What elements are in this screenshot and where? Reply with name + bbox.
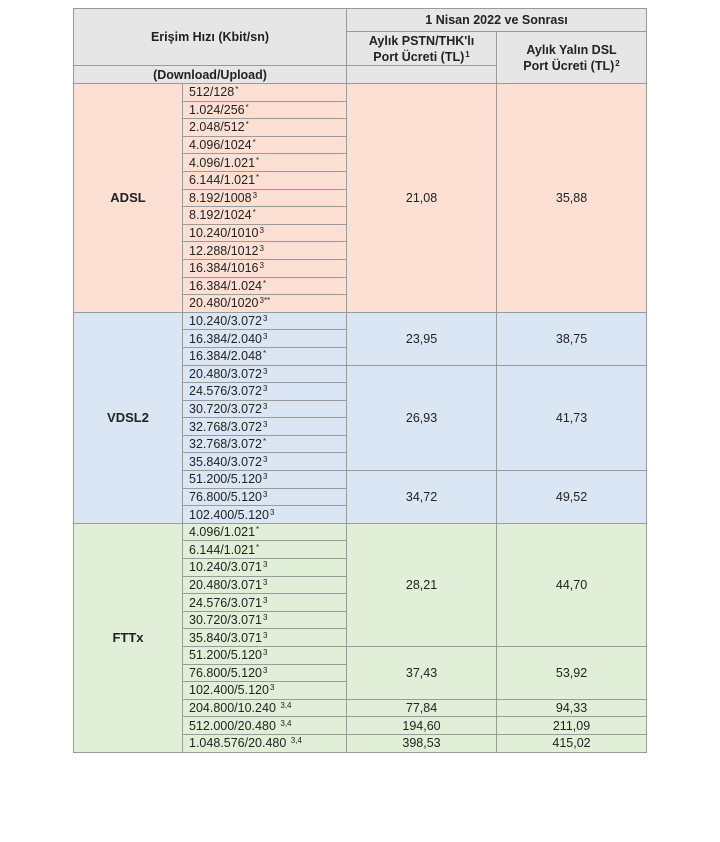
- speed-value: 35.840/3.071: [189, 630, 262, 645]
- speed-footnote: 3,4: [290, 736, 302, 746]
- table-row: [74, 523, 647, 541]
- pstn-header-line1: Aylık PSTN/THK'lı: [368, 33, 475, 48]
- speed-footnote: 3: [263, 419, 268, 429]
- pstn-price-header: [347, 32, 497, 66]
- speed-cell: [183, 594, 347, 612]
- speed-cell: [183, 435, 347, 453]
- speed-value: 51.200/5.120: [189, 472, 262, 487]
- direction-header: [74, 66, 347, 84]
- speed-cell: [183, 101, 347, 119]
- speed-footnote: 3: [263, 665, 268, 675]
- pstn-price-cell: 77,84: [347, 699, 497, 717]
- naked-dsl-price-cell: 38,75: [497, 312, 647, 365]
- speed-value: 30.720/3.071: [189, 613, 262, 628]
- speed-value: 204.800/10.240: [189, 701, 280, 716]
- speed-footnote: *: [245, 120, 249, 130]
- speed-cell: [183, 171, 347, 189]
- speed-footnote: 3: [263, 648, 268, 658]
- speed-footnote: *: [245, 102, 249, 112]
- speed-value: 30.720/3.072: [189, 401, 262, 416]
- speed-footnote: 3: [263, 331, 268, 341]
- speed-footnote: *: [235, 85, 239, 95]
- speed-cell: [183, 647, 347, 665]
- table-row: [74, 312, 647, 330]
- speed-value: 51.200/5.120: [189, 648, 262, 663]
- speed-cell: [183, 418, 347, 436]
- speed-cell: [183, 136, 347, 154]
- speed-value: 12.288/1012: [189, 243, 259, 258]
- speed-footnote: *: [256, 525, 260, 535]
- speed-footnote: 3: [263, 595, 268, 605]
- naked-dsl-price-cell: 35,88: [497, 84, 647, 313]
- pstn-price-cell: 21,08: [347, 84, 497, 313]
- speed-value: 512/128: [189, 85, 235, 100]
- speed-footnote: 3: [263, 454, 268, 464]
- speed-footnote: 3: [263, 489, 268, 499]
- category-cell: FTTx: [74, 523, 183, 752]
- speed-cell: [183, 471, 347, 489]
- speed-value: 4.096/1.021: [189, 155, 256, 170]
- speed-value: 2.048/512: [189, 120, 245, 135]
- speed-footnote: 3: [263, 630, 268, 640]
- speed-footnote: 3**: [259, 296, 271, 306]
- period-header: [347, 9, 647, 32]
- pstn-price-cell: 398,53: [347, 734, 497, 752]
- speed-value: 16.384/2.048: [189, 349, 262, 364]
- speed-cell: [183, 207, 347, 225]
- speed-value: 20.480/3.071: [189, 577, 262, 592]
- speed-cell: [183, 295, 347, 313]
- speed-cell: [183, 576, 347, 594]
- speed-value: 10.240/3.071: [189, 560, 262, 575]
- naked-dsl-price-cell: 415,02: [497, 734, 647, 752]
- speed-footnote: 3: [263, 577, 268, 587]
- speed-value: 10.240/1010: [189, 226, 259, 241]
- speed-footnote: 3: [259, 226, 264, 236]
- naked-dsl-price-header: [497, 32, 647, 84]
- speed-cell: [183, 734, 347, 752]
- speed-footnote: *: [252, 208, 256, 218]
- speed-cell: [183, 330, 347, 348]
- speed-cell: [183, 682, 347, 700]
- pstn-header-note: 1: [465, 49, 470, 59]
- speed-value: 1.024/256: [189, 102, 245, 117]
- category-cell: ADSL: [74, 84, 183, 313]
- speed-cell: [183, 400, 347, 418]
- category-cell: VDSL2: [74, 312, 183, 523]
- pstn-price-cell: 26,93: [347, 365, 497, 471]
- speed-value: 76.800/5.120: [189, 665, 262, 680]
- speed-footnote: 3: [252, 190, 258, 200]
- direction-label: (Download/Upload): [153, 67, 267, 82]
- speed-cell: [183, 559, 347, 577]
- naked-dsl-price-cell: 211,09: [497, 717, 647, 735]
- speed-header-label: Erişim Hızı (Kbit/sn): [150, 30, 270, 44]
- naked-header-text: Port Ücreti (TL): [523, 58, 615, 73]
- table-row: [74, 84, 647, 102]
- speed-cell: [183, 365, 347, 383]
- speed-cell: [183, 453, 347, 471]
- speed-cell: [183, 312, 347, 330]
- speed-footnote: *: [256, 173, 260, 183]
- speed-value: 76.800/5.120: [189, 489, 262, 504]
- speed-footnote: 3: [263, 560, 268, 570]
- speed-footnote: 3: [263, 314, 268, 324]
- speed-value: 20.480/3.072: [189, 366, 262, 381]
- tariff-table: [73, 8, 647, 753]
- speed-value: 24.576/3.071: [189, 595, 262, 610]
- speed-cell: [183, 347, 347, 365]
- pstn-header-line2: [347, 49, 496, 65]
- speed-value: 6.144/1.021: [189, 542, 256, 557]
- pstn-price-cell: 23,95: [347, 312, 497, 365]
- speed-value: 102.400/5.120: [189, 507, 269, 522]
- speed-footnote: 3,4: [280, 701, 292, 711]
- speed-value: 16.384/1016: [189, 261, 259, 276]
- table-body: [74, 84, 647, 753]
- speed-value: 20.480/1020: [189, 296, 259, 311]
- naked-header-line1: Aylık Yalın DSL: [526, 42, 617, 57]
- speed-cell: [183, 84, 347, 102]
- naked-dsl-price-cell: 94,33: [497, 699, 647, 717]
- speed-cell: [183, 664, 347, 682]
- naked-dsl-price-cell: 49,52: [497, 471, 647, 524]
- speed-footnote: 3: [263, 401, 268, 411]
- naked-header-line2: [497, 58, 646, 74]
- speed-footnote: 3: [269, 683, 275, 693]
- pstn-price-cell: 34,72: [347, 471, 497, 524]
- pstn-price-cell: 194,60: [347, 717, 497, 735]
- speed-footnote: 3: [263, 613, 268, 623]
- speed-cell: [183, 242, 347, 260]
- pstn-header-spacer: [347, 66, 497, 84]
- speed-footnote: *: [256, 155, 260, 165]
- speed-value: 16.384/2.040: [189, 331, 262, 346]
- table-header: [74, 9, 647, 84]
- speed-footnote: 3: [263, 472, 268, 482]
- speed-value: 16.384/1.024: [189, 278, 262, 293]
- speed-footnote: 3: [263, 384, 268, 394]
- pstn-price-cell: 28,21: [347, 523, 497, 646]
- speed-value: 4.096/1024: [189, 138, 252, 153]
- speed-cell: [183, 523, 347, 541]
- speed-value: 32.768/3.072: [189, 419, 262, 434]
- speed-footnote: 3: [259, 243, 264, 253]
- period-label: 1 Nisan 2022 ve Sonrası: [425, 13, 568, 27]
- speed-cell: [183, 383, 347, 401]
- speed-value: 32.768/3.072: [189, 437, 262, 452]
- speed-footnote: *: [252, 138, 256, 148]
- speed-cell: [183, 277, 347, 295]
- speed-footnote: *: [263, 278, 267, 288]
- speed-footnote: 3: [269, 507, 275, 517]
- speed-cell: [183, 629, 347, 647]
- speed-cell: [183, 154, 347, 172]
- speed-cell: [183, 541, 347, 559]
- speed-cell: [183, 488, 347, 506]
- speed-cell: [183, 224, 347, 242]
- speed-cell: [183, 506, 347, 524]
- speed-footnote: 3: [259, 261, 264, 271]
- speed-value: 1.048.576/20.480: [189, 736, 290, 751]
- speed-value: 512.000/20.480: [189, 718, 280, 733]
- speed-cell: [183, 699, 347, 717]
- speed-value: 10.240/3.072: [189, 314, 262, 329]
- speed-value: 24.576/3.072: [189, 384, 262, 399]
- speed-footnote: 3: [263, 366, 268, 376]
- speed-cell: [183, 611, 347, 629]
- speed-value: 4.096/1.021: [189, 525, 256, 540]
- speed-footnote: *: [256, 542, 260, 552]
- pstn-header-text: Port Ücreti (TL): [373, 49, 465, 64]
- speed-cell: [183, 717, 347, 735]
- speed-value: 8.192/1008: [189, 190, 252, 205]
- speed-cell: [183, 189, 347, 207]
- naked-dsl-price-cell: 41,73: [497, 365, 647, 471]
- speed-footnote: *: [263, 437, 267, 447]
- speed-cell: [183, 119, 347, 137]
- naked-dsl-price-cell: 53,92: [497, 647, 647, 700]
- speed-footnote: *: [263, 349, 267, 359]
- pstn-price-cell: 37,43: [347, 647, 497, 700]
- speed-value: 35.840/3.072: [189, 454, 262, 469]
- speed-footnote: 3,4: [280, 718, 292, 728]
- speed-value: 102.400/5.120: [189, 683, 269, 698]
- naked-header-note: 2: [615, 58, 620, 68]
- naked-dsl-price-cell: 44,70: [497, 523, 647, 646]
- speed-cell: [183, 259, 347, 277]
- speed-value: 6.144/1.021: [189, 173, 256, 188]
- speed-value: 8.192/1024: [189, 208, 252, 223]
- speed-header: [74, 9, 347, 66]
